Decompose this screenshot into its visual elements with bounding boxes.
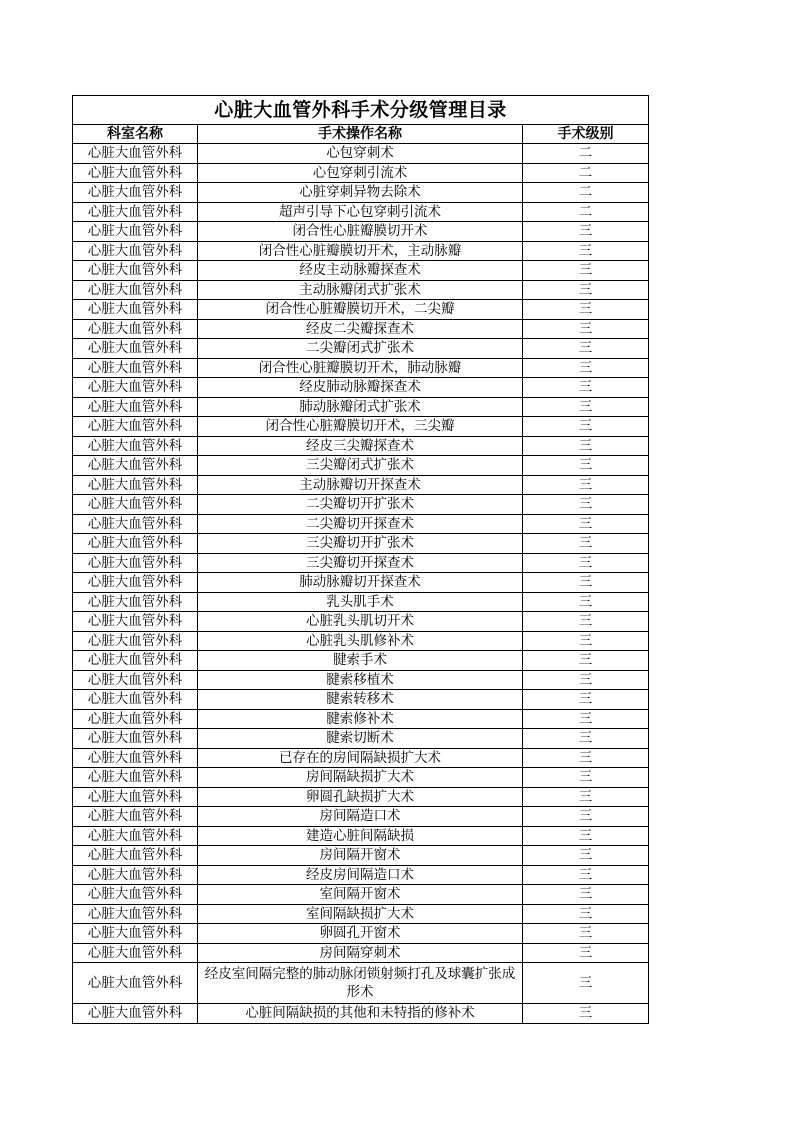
procedure-cell: 腱索手术 [198, 651, 523, 671]
table-row [73, 748, 649, 768]
table-row [73, 1004, 649, 1024]
department-cell: 心脏大血管外科 [73, 241, 198, 261]
department-cell: 心脏大血管外科 [73, 144, 198, 164]
level-cell: 三 [523, 261, 649, 281]
procedure-cell: 心包穿刺术 [198, 144, 523, 164]
procedure-cell: 经皮三尖瓣探查术 [198, 436, 523, 456]
table-row [73, 846, 649, 866]
level-cell: 三 [523, 436, 649, 456]
table-row [73, 417, 649, 437]
department-cell: 心脏大血管外科 [73, 475, 198, 495]
department-cell: 心脏大血管外科 [73, 631, 198, 651]
procedure-cell: 心脏间隔缺损的其他和未特指的修补术 [198, 1004, 523, 1024]
table-row [73, 904, 649, 924]
level-cell: 三 [523, 885, 649, 905]
level-cell: 三 [523, 846, 649, 866]
table-row [73, 261, 649, 281]
level-cell: 三 [523, 729, 649, 749]
level-cell: 三 [523, 241, 649, 261]
procedure-cell: 室间隔缺损扩大术 [198, 904, 523, 924]
level-cell: 三 [523, 300, 649, 320]
procedure-cell: 闭合性心脏瓣膜切开术，二尖瓣 [198, 300, 523, 320]
table-row [73, 202, 649, 222]
level-cell: 三 [523, 904, 649, 924]
table-row [73, 592, 649, 612]
procedure-cell: 房间隔造口术 [198, 807, 523, 827]
level-cell: 二 [523, 144, 649, 164]
table-row [73, 495, 649, 515]
department-cell: 心脏大血管外科 [73, 748, 198, 768]
procedure-cell: 乳头肌手术 [198, 592, 523, 612]
department-cell: 心脏大血管外科 [73, 573, 198, 593]
procedure-cell: 二尖瓣闭式扩张术 [198, 339, 523, 359]
procedure-cell: 卵圆孔缺损扩大术 [198, 787, 523, 807]
table-body [73, 144, 649, 1024]
level-cell: 三 [523, 495, 649, 515]
level-cell: 三 [523, 826, 649, 846]
procedure-cell: 肺动脉瓣闭式扩张术 [198, 397, 523, 417]
department-cell: 心脏大血管外科 [73, 1004, 198, 1024]
department-cell: 心脏大血管外科 [73, 943, 198, 963]
procedure-cell: 经皮房间隔造口术 [198, 865, 523, 885]
procedure-cell: 房间隔开窗术 [198, 846, 523, 866]
level-cell: 二 [523, 163, 649, 183]
table-row [73, 514, 649, 534]
level-cell: 三 [523, 1004, 649, 1024]
level-cell: 三 [523, 748, 649, 768]
procedure-cell: 肺动脉瓣切开探查术 [198, 573, 523, 593]
department-cell: 心脏大血管外科 [73, 183, 198, 203]
level-cell: 三 [523, 943, 649, 963]
level-cell: 三 [523, 631, 649, 651]
procedure-cell: 腱索切断术 [198, 729, 523, 749]
level-cell: 三 [523, 417, 649, 437]
procedure-cell: 心包穿刺引流术 [198, 163, 523, 183]
procedure-cell: 三尖瓣切开扩张术 [198, 534, 523, 554]
department-cell: 心脏大血管外科 [73, 319, 198, 339]
table-row [73, 378, 649, 398]
table-row [73, 768, 649, 788]
department-cell: 心脏大血管外科 [73, 202, 198, 222]
procedure-cell: 心脏穿刺异物去除术 [198, 183, 523, 203]
department-cell: 心脏大血管外科 [73, 612, 198, 632]
procedure-cell: 闭合性心脏瓣膜切开术，主动脉瓣 [198, 241, 523, 261]
department-cell: 心脏大血管外科 [73, 768, 198, 788]
department-cell: 心脏大血管外科 [73, 163, 198, 183]
table-row [73, 690, 649, 710]
department-cell: 心脏大血管外科 [73, 358, 198, 378]
procedure-cell: 房间隔穿刺术 [198, 943, 523, 963]
department-cell: 心脏大血管外科 [73, 885, 198, 905]
procedure-cell: 心脏乳头肌切开术 [198, 612, 523, 632]
level-cell: 二 [523, 202, 649, 222]
table-row [73, 924, 649, 944]
level-cell: 三 [523, 963, 649, 1004]
procedure-cell: 闭合性心脏瓣膜切开术，三尖瓣 [198, 417, 523, 437]
level-cell: 三 [523, 865, 649, 885]
table-row [73, 144, 649, 164]
procedure-cell: 腱索修补术 [198, 709, 523, 729]
table-row [73, 339, 649, 359]
column-header-level: 手术级别 [523, 125, 649, 144]
procedure-cell: 三尖瓣切开探查术 [198, 553, 523, 573]
procedure-cell: 腱索转移术 [198, 690, 523, 710]
table-row [73, 183, 649, 203]
department-cell: 心脏大血管外科 [73, 339, 198, 359]
table-row [73, 358, 649, 378]
level-cell: 三 [523, 378, 649, 398]
department-cell: 心脏大血管外科 [73, 397, 198, 417]
table-row [73, 709, 649, 729]
department-cell: 心脏大血管外科 [73, 592, 198, 612]
department-cell: 心脏大血管外科 [73, 417, 198, 437]
table-row [73, 651, 649, 671]
table-row [73, 475, 649, 495]
procedure-cell: 卵圆孔开窗术 [198, 924, 523, 944]
procedure-sheet [72, 95, 648, 1024]
level-cell: 三 [523, 222, 649, 242]
level-cell: 三 [523, 456, 649, 476]
level-cell: 三 [523, 534, 649, 554]
procedure-cell: 超声引导下心包穿刺引流术 [198, 202, 523, 222]
department-cell: 心脏大血管外科 [73, 826, 198, 846]
procedure-cell: 二尖瓣切开探查术 [198, 514, 523, 534]
department-cell: 心脏大血管外科 [73, 904, 198, 924]
table-row [73, 241, 649, 261]
department-cell: 心脏大血管外科 [73, 436, 198, 456]
table-row [73, 865, 649, 885]
procedure-cell: 闭合性心脏瓣膜切开术 [198, 222, 523, 242]
department-cell: 心脏大血管外科 [73, 534, 198, 554]
table-row [73, 319, 649, 339]
department-cell: 心脏大血管外科 [73, 553, 198, 573]
table-row [73, 670, 649, 690]
level-cell: 三 [523, 514, 649, 534]
level-cell: 三 [523, 397, 649, 417]
level-cell: 三 [523, 280, 649, 300]
header-row [73, 125, 649, 144]
procedure-cell: 已存在的房间隔缺损扩大术 [198, 748, 523, 768]
table-row [73, 436, 649, 456]
procedure-cell: 房间隔缺损扩大术 [198, 768, 523, 788]
procedure-cell: 主动脉瓣闭式扩张术 [198, 280, 523, 300]
level-cell: 三 [523, 319, 649, 339]
department-cell: 心脏大血管外科 [73, 456, 198, 476]
table-row [73, 553, 649, 573]
procedure-cell: 闭合性心脏瓣膜切开术，肺动脉瓣 [198, 358, 523, 378]
department-cell: 心脏大血管外科 [73, 807, 198, 827]
department-cell: 心脏大血管外科 [73, 865, 198, 885]
table-row [73, 885, 649, 905]
procedure-cell: 室间隔开窗术 [198, 885, 523, 905]
table-row [73, 826, 649, 846]
table-row [73, 612, 649, 632]
table-row [73, 456, 649, 476]
department-cell: 心脏大血管外科 [73, 924, 198, 944]
table-row [73, 807, 649, 827]
department-cell: 心脏大血管外科 [73, 261, 198, 281]
procedure-cell: 经皮二尖瓣探查术 [198, 319, 523, 339]
department-cell: 心脏大血管外科 [73, 963, 198, 1004]
level-cell: 三 [523, 768, 649, 788]
table-row [73, 729, 649, 749]
procedure-cell: 二尖瓣切开扩张术 [198, 495, 523, 515]
level-cell: 三 [523, 475, 649, 495]
table-row [73, 963, 649, 1004]
procedure-cell: 经皮室间隔完整的肺动脉闭锁射频打孔及球囊扩张成形术 [198, 963, 523, 1004]
table-row [73, 222, 649, 242]
department-cell: 心脏大血管外科 [73, 670, 198, 690]
level-cell: 三 [523, 709, 649, 729]
level-cell: 三 [523, 651, 649, 671]
procedure-cell: 建造心脏间隔缺损 [198, 826, 523, 846]
table-row [73, 163, 649, 183]
procedure-cell: 心脏乳头肌修补术 [198, 631, 523, 651]
level-cell: 三 [523, 807, 649, 827]
procedure-cell: 三尖瓣闭式扩张术 [198, 456, 523, 476]
department-cell: 心脏大血管外科 [73, 300, 198, 320]
level-cell: 三 [523, 573, 649, 593]
level-cell: 三 [523, 592, 649, 612]
department-cell: 心脏大血管外科 [73, 709, 198, 729]
level-cell: 三 [523, 787, 649, 807]
procedure-cell: 经皮肺动脉瓣探查术 [198, 378, 523, 398]
level-cell: 二 [523, 183, 649, 203]
table-row [73, 397, 649, 417]
table-row [73, 943, 649, 963]
column-header-procedure: 手术操作名称 [198, 125, 523, 144]
level-cell: 三 [523, 690, 649, 710]
department-cell: 心脏大血管外科 [73, 378, 198, 398]
table-row [73, 573, 649, 593]
department-cell: 心脏大血管外科 [73, 690, 198, 710]
procedure-cell: 腱索移植术 [198, 670, 523, 690]
level-cell: 三 [523, 553, 649, 573]
level-cell: 三 [523, 612, 649, 632]
table-row [73, 280, 649, 300]
department-cell: 心脏大血管外科 [73, 787, 198, 807]
department-cell: 心脏大血管外科 [73, 222, 198, 242]
department-cell: 心脏大血管外科 [73, 729, 198, 749]
table-row [73, 631, 649, 651]
table-row [73, 300, 649, 320]
level-cell: 三 [523, 339, 649, 359]
department-cell: 心脏大血管外科 [73, 514, 198, 534]
procedure-cell: 主动脉瓣切开探查术 [198, 475, 523, 495]
level-cell: 三 [523, 358, 649, 378]
department-cell: 心脏大血管外科 [73, 651, 198, 671]
level-cell: 三 [523, 924, 649, 944]
level-cell: 三 [523, 670, 649, 690]
department-cell: 心脏大血管外科 [73, 846, 198, 866]
table-row [73, 787, 649, 807]
department-cell: 心脏大血管外科 [73, 495, 198, 515]
page-title: 心脏大血管外科手术分级管理目录 [73, 96, 649, 125]
procedure-cell: 经皮主动脉瓣探查术 [198, 261, 523, 281]
table-row [73, 534, 649, 554]
procedure-table [72, 95, 649, 1024]
title-row [73, 96, 649, 125]
column-header-department: 科室名称 [73, 125, 198, 144]
department-cell: 心脏大血管外科 [73, 280, 198, 300]
